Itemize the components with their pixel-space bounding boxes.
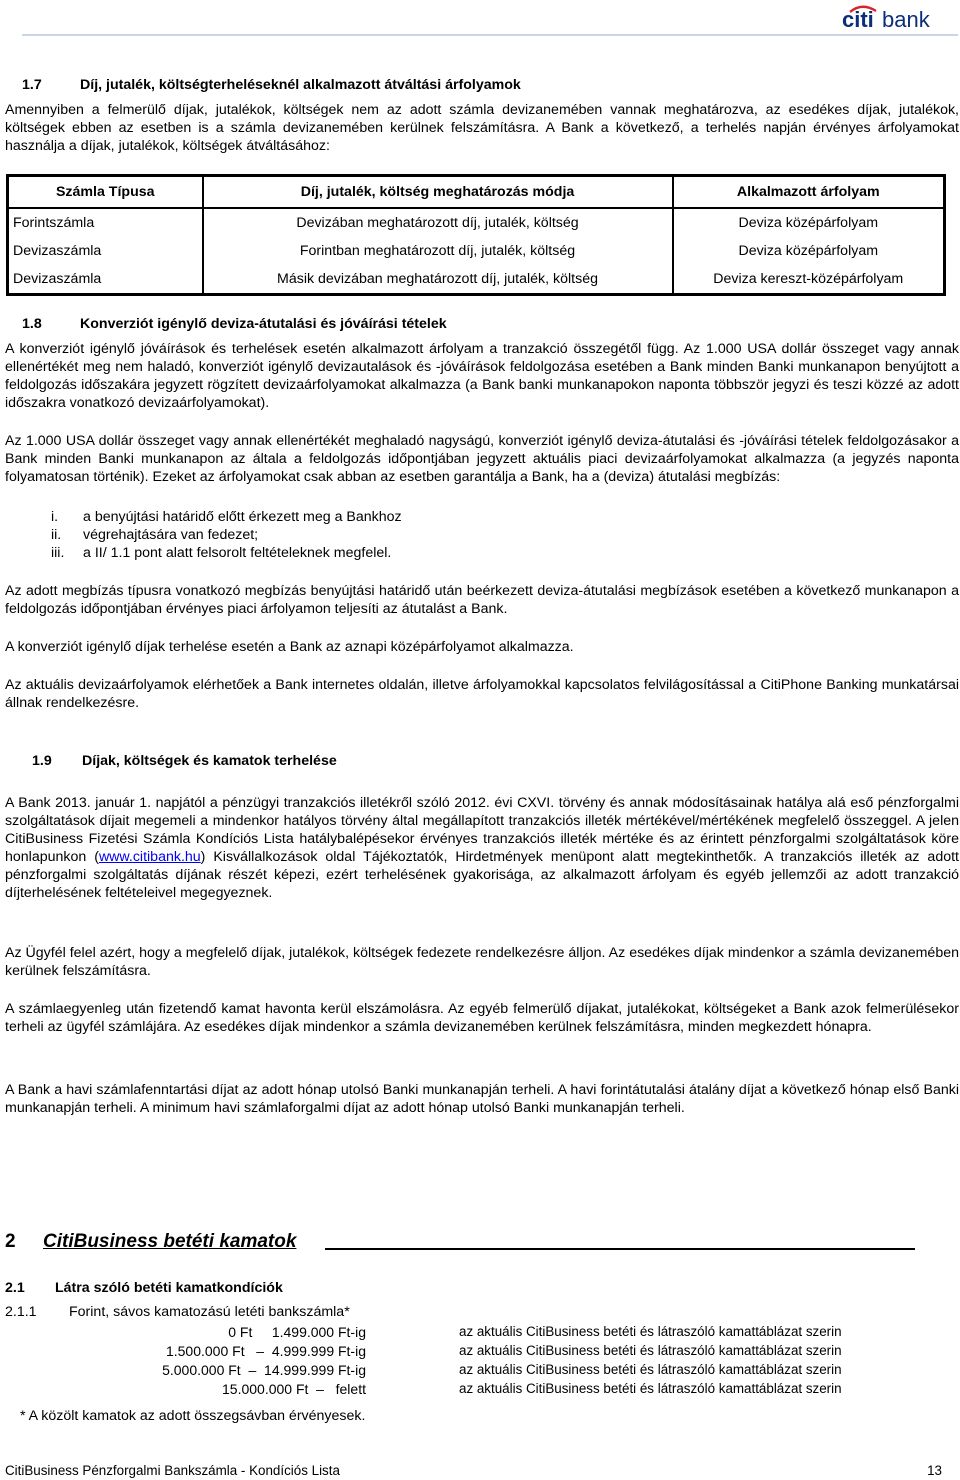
section-1-9-paragraph-4: A Bank a havi számlafenntartási díjat az adott hónap utolsó Banki munkanapján terheli. A havi forintátutalási átalány díjat a következő hónap első Banki munkanapján terheli. A minimum havi számlaforgalmi díjat az adott hónap utolsó Banki munkanapján terheli. [5,1082,959,1116]
list-item [51,544,402,562]
table-cell: Devizaszámla [13,271,102,288]
section-1-9-paragraph-3: A számlaegyenleg után fizetendő kamat havonta kerül elszámolásra. Az egyéb felmerülő díjakat, jutalékokat, költségeket a Bank azok felmerülésekor terheli az ügyfél számlájára. Az esedékes díjak mindenkor a számla devizanemében kerülnek felszámításra, minden megkezdett hónapra. [5,1001,959,1035]
chapter-2-heading [5,1233,915,1251]
tier-amount: 0 Ft 1.499.000 Ft-ig [228,1324,366,1340]
section-1-9-paragraph-1 [5,794,959,902]
list-item [51,508,402,526]
section-2-1-1-heading [5,1303,350,1321]
list-text: a benyújtási határidő előtt érkezett meg a Bankhoz [83,509,402,525]
section-number: 1.8 [22,316,42,332]
section-title: Díj, jutalék, költségterheléseknél alkalmazott átváltási árfolyamok [80,77,521,93]
citibank-logo [842,4,954,30]
table-row [8,208,945,237]
list-text: a II/ 1.1 pont alatt felsorolt feltételeknek megfelel. [83,545,392,561]
table-cell: Forintban meghatározott díj, jutalék, költség [203,237,673,266]
section-1-8-paragraph-2: Az 1.000 USA dollár összeget vagy annak ellenértékét meghaladó nagyságú, konverziót igénylő deviza-átutalási és -jóváírási tételek feldolgozásakor a Bank minden Banki munkanapon az általa a feldolgozás időpontjában jegyzett aktuális piaci devizaárfolyamokat alkalmazza (a jegyzés naponta folyamatosan történik). Ezeket az árfolyamokat csak abban az esetben garantálja a Bank, ha a (deviza) átutalási megbízás: [5,433,959,485]
section-1-8-paragraph-5: Az aktuális devizaárfolyamok elérhetőek a Bank internetes oldalán, illetve árfolyamokkal kapcsolatos felvilágosítással a CitiPhone Banking munkatársai állnak rendelkezésre. [5,677,959,711]
tier-amount: 1.500.000 Ft – 4.999.999 Ft-ig [165,1343,366,1359]
section-1-9-paragraph-2: Az Ügyfél felel azért, hogy a megfelelő díjak, jutalékok, költségek fedezete rendelkezésre álljon. Az esedékes díjak mindenkor a számla devizanemében kerülnek felszámításra. [5,945,959,979]
logo-citi-text: citi [842,7,874,30]
paragraph-text: A Bank 2013. január 1. napjától a pénzügyi tranzakciós illetékről szóló 2012. évi CXVI. törvény és annak módosításainak hatálya alá eső pénzforgalmi szolgáltatások díjait megemeli a mindenkor hatályos törvény által megállapított tranzakciós illeték mértékével/mértékének megfelelő összeggel. A jelen CitiBusiness Fizetési Számla Kondíciós Lista hatálybalépésekor érvényes tranzakciós illeték mértéke és az érintett pénzforgalmi szolgáltatások köre honlapunkon ( [5,795,959,865]
table-cell: Deviza kereszt-középárfolyam [673,266,945,295]
list-marker: iii. [51,545,65,561]
section-title: Látra szóló betéti kamatkondíciók [55,1280,283,1296]
page-footer [5,1462,942,1480]
interest-tier-row [0,1323,960,1342]
section-1-7-paragraph: Amennyiben a felmerülő díjak, jutalékok, költségek nem az adott számla devizanemében vannak meghatározva, az esedékes díjak, jutalékok, költségek ebben az esetben is a számla devizanemében kerülnek felszámításra. A Bank a következő, a terhelés napján érvényes árfolyamokat használja a díjak, jutalékok, költségek átváltásához: [5,102,959,154]
tier-description: az aktuális CitiBusiness betéti és látraszóló kamattáblázat szerin [459,1343,842,1358]
section-2-1-heading [5,1279,283,1297]
table-cell: Devizaszámla [13,243,102,259]
section-1-8-heading [22,315,447,333]
table-row [8,266,945,295]
section-1-8-paragraph-3: Az adott megbízás típusra vonatkozó megbízás benyújtási határidő után beérkezett deviza-átutalási megbízások esetében a következő munkanapon a feldolgozás időpontjában érvényes piaci árfolyamon teljesíti az átutalást a Bank. [5,583,959,617]
section-1-8-paragraph-4: A konverziót igénylő díjak terhelése esetén a Bank az aznapi középárfolyamot alkalmazza. [5,639,574,655]
exchange-rate-table [6,174,946,296]
table-header-cell: Díj, jutalék, költség meghatározás módja [203,176,673,208]
section-1-9-heading [32,752,337,770]
tier-description: az aktuális CitiBusiness betéti és látraszóló kamattáblázat szerin [459,1324,842,1339]
section-number: 1.9 [32,753,52,769]
table-cell: Deviza középárfolyam [673,208,945,237]
interest-tier-row [0,1380,960,1399]
tier-description: az aktuális CitiBusiness betéti és látraszóló kamattáblázat szerin [459,1362,842,1377]
section-number: 2.1.1 [5,1304,37,1320]
table-cell: Forintszámla [13,214,95,231]
section-1-8-paragraph-1: A konverziót igénylő jóváírások és terhelések esetén alkalmazott árfolyam a tranzakció összegétől függ. Az 1.000 USA dollár összeget vagy annak ellenértékét meg nem haladó, konverziót igénylő devizautalások és -jóváírások feldolgozása esetében a Bank minden Banki munkanapon benyújtott a feldolgozás időszakára jegyzett rögzített devizaárfolyamokat alkalmazza (a Bank banki munkanapokon naponta többször jegyzi és teszi közzé az adott időszakra vonatkozó devizaárfolyamokat). [5,341,959,411]
conditions-list [51,508,402,562]
tier-description: az aktuális CitiBusiness betéti és látraszóló kamattáblázat szerin [459,1381,842,1396]
tier-amount: 5.000.000 Ft – 14.999.999 Ft-ig [162,1362,366,1378]
logo-bank-text: bank [882,7,930,30]
section-1-7-heading [22,76,521,94]
table-cell: Másik devizában meghatározott díj, jutalék, költség [203,266,673,295]
table-cell: Devizában meghatározott díj, jutalék, költség [203,208,673,237]
table-header-row [8,176,945,208]
list-marker: i. [51,509,59,525]
list-marker: ii. [51,527,62,543]
table-cell: Deviza középárfolyam [673,237,945,266]
section-number: 2.1 [5,1280,25,1296]
header-divider [22,34,958,36]
interest-footnote: * A közölt kamatok az adott összegsávban érvényesek. [20,1408,366,1424]
table-row [8,237,945,266]
paragraph-text: ) Kisvállalkozások oldal Tájékoztatók, Hirdetmények menüpont alatt megtekinthetők. A tranzakciós illeték az adott pénzforgalmi szolgáltatás díjának részét képezi, ezért terhelésének gyakorisága, az alkalmazott árfolyam és egyéb jellemzői az adott tranzakció díjterhelésének feltételeivel megegyeznek. [5,849,959,901]
chapter-number: 2 [5,1231,16,1252]
section-title: Konverziót igénylő deviza-átutalási és jóváírási tételek [80,316,447,332]
heading-underline [325,1248,915,1250]
interest-tier-row [0,1361,960,1380]
section-title: Díjak, költségek és kamatok terhelése [82,753,337,769]
interest-tier-row [0,1342,960,1361]
list-text: végrehajtására van fedezet; [83,527,259,543]
table-header-cell: Alkalmazott árfolyam [673,176,945,208]
section-title: Forint, sávos kamatozású letéti bankszámla* [69,1304,350,1320]
page-number: 13 [927,1463,942,1478]
tier-amount: 15.000.000 Ft – felett [222,1381,366,1397]
citibank-website-link[interactable]: www.citibank.hu [98,849,201,865]
footer-title: CitiBusiness Pénzforgalmi Bankszámla - Kondíciós Lista [5,1463,340,1478]
list-item [51,526,402,544]
table-header-cell: Számla Típusa [8,176,203,208]
section-number: 1.7 [22,77,42,93]
chapter-title: CitiBusiness betéti kamatok [43,1231,297,1252]
